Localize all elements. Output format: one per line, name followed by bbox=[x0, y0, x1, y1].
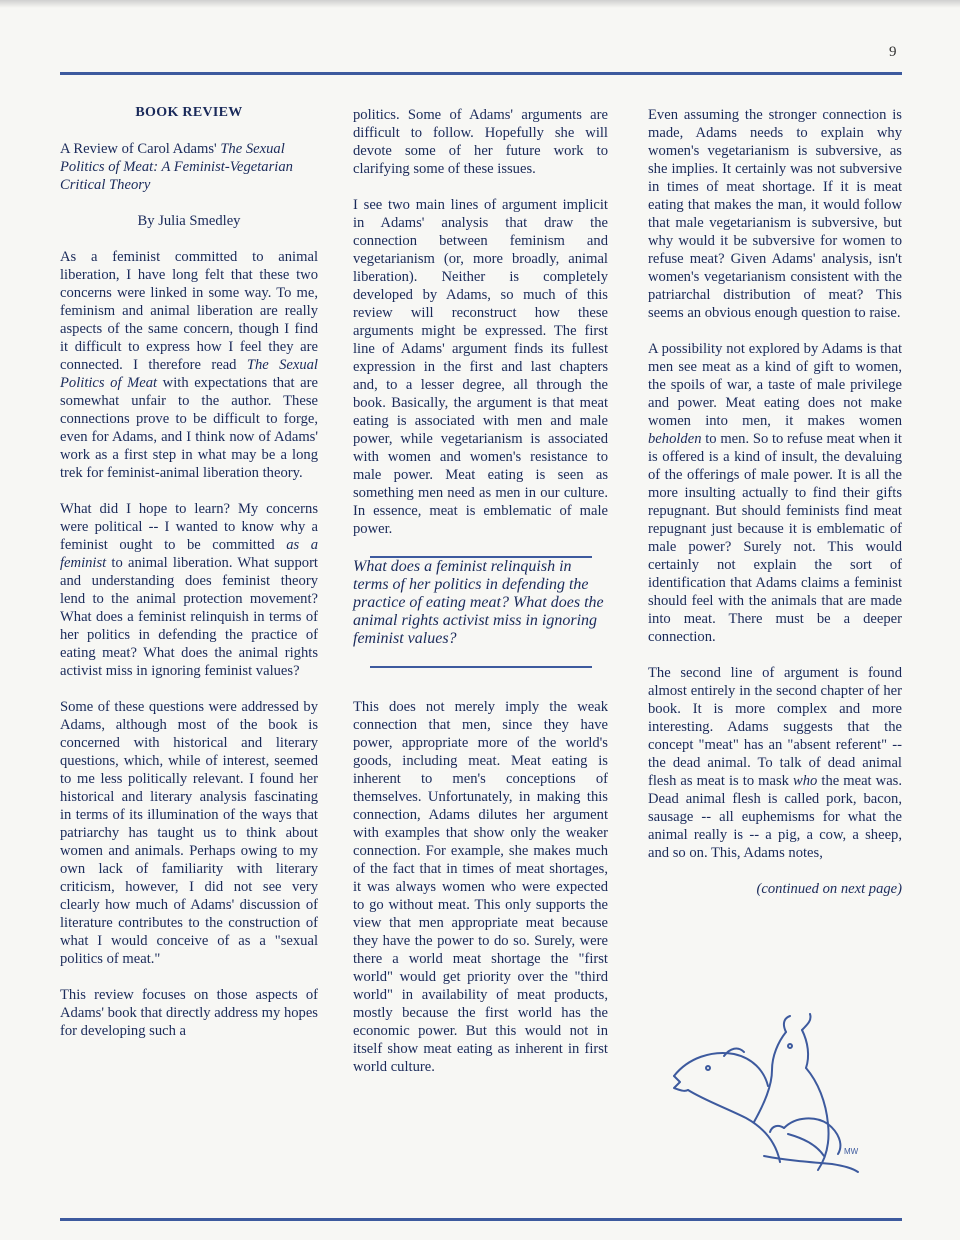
pullquote: What does a feminist relinquish in terms of her politics in defending the practice of eating meat? What does the animal rights activist miss in ignoring feminist values? bbox=[353, 558, 604, 647]
column-3 bbox=[648, 106, 902, 916]
section-heading: BOOK REVIEW bbox=[135, 105, 243, 120]
bird-tail bbox=[764, 1156, 858, 1172]
cow-eye bbox=[788, 1044, 792, 1048]
pig-snout bbox=[674, 1076, 688, 1091]
bird-head bbox=[770, 1126, 784, 1132]
review-title-prefix: A Review of Carol Adams' bbox=[60, 141, 217, 157]
paragraph: politics. Some of Adams' arguments are difficult to follow. Hopefully she will devote some of her future work to clarifying some of these issues. bbox=[353, 107, 608, 177]
paragraph: A possibility not explored by Adams is that men see meat as a kind of gift to women, the spoils of war, a taste of male privilege and power. Meat eating does not make women into men, it makes women beholden to men. So to refuse meat when it is offered is a kind of insult, the devaluing of the offerings of male power. It is all the more insulting actually to find their gifts repugnant. But should feminists find meat repugnant just because it is emblematic of male power? Surely not. This would certainly not explain the sort of identification that Adams claims a feminist should feel with the animals that are made into meat. There must be a deeper connection. bbox=[648, 341, 902, 645]
page-number: 9 bbox=[889, 44, 897, 60]
column-1 bbox=[60, 104, 318, 1058]
bird-wing bbox=[788, 1134, 824, 1156]
paragraph: Some of these questions were addressed by Adams, although most of the book is concerned with historical and literary questions, which, while of interest, seemed to me less politically relevant. I found her historical and literary analysis fascinating in terms of its illumination of the ways that patriarchy has taught us to think about women and animals. Perhaps owing to my own lack of familiarity with literary criticism, however, I did not see very clearly how much of Adams' discussion of literature contributes to the construction of what I would conceive of as a "sexual politics of meat." bbox=[60, 699, 318, 967]
paragraph: What did I hope to learn? My concerns were political -- I wanted to know why a feminist ought to be committed as a feminist to animal liberation. What support and understanding does feminist theory lend to the animal protection movement? What does a feminist relinquish in terms of her politics in defending the practice of eating meat? What does the animal rights activist miss in ignoring feminist values? bbox=[60, 501, 318, 679]
pig-jaw bbox=[688, 1090, 780, 1162]
paragraph: Even assuming the stronger connection is made, Adams needs to explain why women's vegetarianism is subversive, as she implies. It certainly was not subversive in times of meat shortage. If it is meat eating that makes the man, it would follow that male vegetarianism is subversive, but why would it be subversive for women to refuse meat? Given Adams' analysis, isn't women's vegetarianism consistent with the patriarchal distribution of meat? This seems an obvious enough question to raise. bbox=[648, 107, 902, 321]
artist-signature: MW bbox=[844, 1147, 859, 1156]
cow-horn-left bbox=[784, 1016, 790, 1032]
paragraph: I see two main lines of argument implicit in Adams' analysis that draw the connection between feminism and vegetarianism (or, more broadly, animal liberation). Neither is completely developed by Adams, so much of this review will reconstruct how these arguments might be expressed. The first line of Adams' argument finds its fullest expression in the first and last chapters and, to a lesser degree, all through the book. Basically, the argument is that meat eating is associated with men and male power, while vegetarianism is associated with women and women's resistance to male power. Meat eating is seen as something men need as men in our culture. In essence, meat is emblematic of male power. bbox=[353, 197, 608, 537]
continued-note: (continued on next page) bbox=[756, 881, 902, 897]
paragraph: This does not merely imply the weak connection that men, since they have power, appropriate more of the world's goods, including meat. Meat eating is inherent to men's conceptions of themselves. Unfortunately, in making this connection, Adams dilutes her argument with examples that show only the weaker connection. For example, she makes much of the fact that in times of meat shortages, it was always women who were expected to go without meat. This only supports the view that men appropriate meat because they have the power to do so. Surely, were there a world meat shortage the "first world" would get priority over the "third world" in availability of meat products, mostly because the first world has the economic power. But this would not in itself show meat eating as inherent in first world culture. bbox=[353, 699, 608, 1075]
paragraph: The second line of argument is found almost entirely in the second chapter of her book. It is more complex and more interesting. Adams suggests that the concept "meat" has an "absent referent" -- the dead animal. To talk of dead animal flesh as meat is to mask who the meat was. Dead animal flesh is called pork, bacon, sausage -- all euphemisms for what the animal really is -- a pig, a cow, a sheep, and so on. This, Adams notes, bbox=[648, 665, 902, 861]
pullquote-rule-bottom bbox=[370, 666, 592, 668]
top-rule bbox=[60, 72, 902, 75]
paragraph: This review focuses on those aspects of Adams' book that directly address my hopes for developing such a bbox=[60, 987, 318, 1039]
pig-head bbox=[674, 1053, 768, 1086]
cow-face bbox=[802, 1030, 808, 1068]
column-2 bbox=[353, 106, 608, 1094]
review-title bbox=[60, 140, 318, 194]
paragraph: As a feminist committed to animal liberation, I have long felt that these two concerns were linked in some way. To me, feminism and animal liberation are really aspects of the same concern, though I find it difficult to express how I feel they are connected. I therefore read The Sexual Politics of Meat with expectations that are somewhat unfair to the author. These connections prove to be difficult to forge, even for Adams, and I think now of Adams' work as a first step in what may be a long trek for feminist-animal liberation theory. bbox=[60, 249, 318, 481]
animal-illustration bbox=[668, 1012, 864, 1182]
byline: By Julia Smedley bbox=[137, 213, 241, 229]
scan-edge bbox=[0, 0, 960, 8]
pig-eye bbox=[706, 1066, 710, 1070]
book-title: The Sexual Politics of Meat: A Feminist-Vegetarian Critical Theory bbox=[60, 141, 293, 193]
cow-head bbox=[754, 1032, 786, 1122]
cow-horn-right bbox=[802, 1014, 811, 1030]
bottom-rule bbox=[60, 1218, 902, 1221]
